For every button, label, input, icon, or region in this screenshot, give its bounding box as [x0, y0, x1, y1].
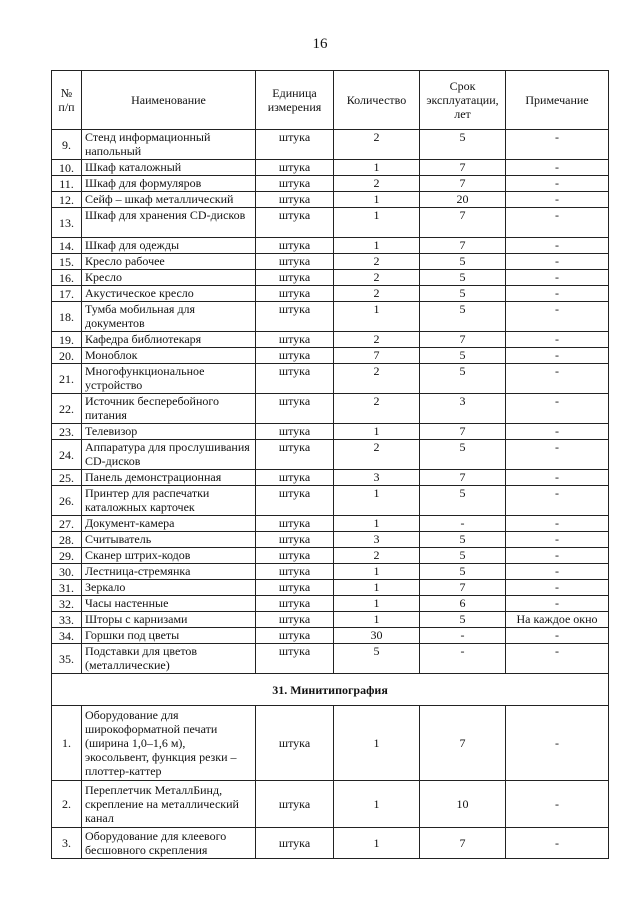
row-quantity: 2: [334, 130, 420, 160]
row-note: -: [506, 564, 609, 580]
row-term: 7: [420, 580, 506, 596]
table-row: [52, 548, 609, 564]
row-quantity: 1: [334, 486, 420, 516]
equipment-table: [51, 70, 609, 859]
row-unit: штука: [256, 348, 334, 364]
table-row: [52, 348, 609, 364]
row-name: Сейф – шкаф металлический: [82, 192, 256, 208]
row-number: 31.: [52, 580, 82, 596]
row-term: 7: [420, 160, 506, 176]
row-term: 5: [420, 270, 506, 286]
row-unit: штука: [256, 516, 334, 532]
row-note: -: [506, 160, 609, 176]
row-unit: штука: [256, 706, 334, 781]
row-term: -: [420, 628, 506, 644]
row-number: 15.: [52, 254, 82, 270]
row-term: 7: [420, 828, 506, 859]
row-quantity: 1: [334, 302, 420, 332]
row-quantity: 2: [334, 270, 420, 286]
row-quantity: 1: [334, 238, 420, 254]
row-term: 6: [420, 596, 506, 612]
row-name: Часы настенные: [82, 596, 256, 612]
row-term: 5: [420, 286, 506, 302]
table-row: [52, 516, 609, 532]
row-unit: штука: [256, 176, 334, 192]
header-term: Срок эксплуатации, лет: [420, 71, 506, 130]
row-number: 28.: [52, 532, 82, 548]
row-number: 19.: [52, 332, 82, 348]
row-name: Телевизор: [82, 424, 256, 440]
row-term: -: [420, 516, 506, 532]
row-unit: штука: [256, 828, 334, 859]
row-quantity: 2: [334, 332, 420, 348]
table-row: [52, 424, 609, 440]
row-number: 29.: [52, 548, 82, 564]
row-note: -: [506, 192, 609, 208]
row-name: Моноблок: [82, 348, 256, 364]
row-number: 33.: [52, 612, 82, 628]
row-note: -: [506, 828, 609, 859]
row-unit: штука: [256, 254, 334, 270]
table-row: [52, 470, 609, 486]
row-name: Сканер штрих-кодов: [82, 548, 256, 564]
table-row: [52, 486, 609, 516]
table-row: [52, 332, 609, 348]
row-quantity: 2: [334, 364, 420, 394]
row-quantity: 2: [334, 394, 420, 424]
row-unit: штука: [256, 612, 334, 628]
row-number: 13.: [52, 208, 82, 238]
table-row: [52, 286, 609, 302]
row-note: -: [506, 580, 609, 596]
row-term: 7: [420, 424, 506, 440]
row-name: Панель демонстрационная: [82, 470, 256, 486]
row-name: Шкаф для формуляров: [82, 176, 256, 192]
table-row: [52, 270, 609, 286]
row-quantity: 1: [334, 160, 420, 176]
header-quantity: Количество: [334, 71, 420, 130]
row-term: 7: [420, 238, 506, 254]
row-number: 24.: [52, 440, 82, 470]
section-title: 31. Минитипография: [52, 674, 609, 706]
row-name: Источник бесперебойного питания: [82, 394, 256, 424]
row-term: 5: [420, 348, 506, 364]
row-term: 7: [420, 208, 506, 238]
row-note: -: [506, 270, 609, 286]
row-note: -: [506, 394, 609, 424]
row-quantity: 1: [334, 564, 420, 580]
row-unit: штука: [256, 440, 334, 470]
row-number: 2.: [52, 781, 82, 828]
row-unit: штука: [256, 580, 334, 596]
row-name: Оборудование для клеевого бесшовного скрепления: [82, 828, 256, 859]
row-note: -: [506, 596, 609, 612]
table-row: [52, 781, 609, 828]
row-unit: штука: [256, 160, 334, 176]
table-row: [52, 628, 609, 644]
row-term: 7: [420, 706, 506, 781]
table-row: [52, 208, 609, 238]
row-unit: штука: [256, 564, 334, 580]
row-quantity: 1: [334, 596, 420, 612]
row-unit: штука: [256, 364, 334, 394]
row-term: 5: [420, 302, 506, 332]
table-row: [52, 302, 609, 332]
row-number: 34.: [52, 628, 82, 644]
row-unit: штука: [256, 628, 334, 644]
row-note: -: [506, 332, 609, 348]
row-note: -: [506, 781, 609, 828]
row-unit: штука: [256, 394, 334, 424]
row-name: Аппаратура для прослушивания CD-дисков: [82, 440, 256, 470]
row-unit: штука: [256, 644, 334, 674]
row-name: Оборудование для широкоформатной печати (ширина 1,0–1,6 м), экосольвент, функция резки – плоттер-каттер: [82, 706, 256, 781]
row-note: -: [506, 238, 609, 254]
row-name: Переплетчик МеталлБинд, скрепление на металлический канал: [82, 781, 256, 828]
header-name: Наименование: [82, 71, 256, 130]
row-note: -: [506, 130, 609, 160]
row-quantity: 1: [334, 424, 420, 440]
row-unit: штука: [256, 470, 334, 486]
row-note: -: [506, 628, 609, 644]
row-number: 23.: [52, 424, 82, 440]
table-header-row: [52, 71, 609, 130]
row-quantity: 2: [334, 254, 420, 270]
row-term: 5: [420, 130, 506, 160]
row-note: -: [506, 208, 609, 238]
row-note: -: [506, 440, 609, 470]
row-note: -: [506, 548, 609, 564]
table-row: [52, 706, 609, 781]
row-name: Горшки под цветы: [82, 628, 256, 644]
row-name: Кресло: [82, 270, 256, 286]
row-name: Кресло рабочее: [82, 254, 256, 270]
table-row: [52, 440, 609, 470]
row-quantity: 3: [334, 470, 420, 486]
header-unit: Единица измерения: [256, 71, 334, 130]
row-unit: штука: [256, 486, 334, 516]
row-unit: штука: [256, 208, 334, 238]
row-term: 7: [420, 176, 506, 192]
row-number: 26.: [52, 486, 82, 516]
row-quantity: 1: [334, 706, 420, 781]
row-unit: штука: [256, 596, 334, 612]
row-name: Стенд информационный напольный: [82, 130, 256, 160]
row-unit: штука: [256, 270, 334, 286]
row-note: -: [506, 364, 609, 394]
row-name: Кафедра библиотекаря: [82, 332, 256, 348]
table-row: [52, 160, 609, 176]
row-name: Считыватель: [82, 532, 256, 548]
row-term: 5: [420, 486, 506, 516]
row-name: Шкаф для хранения CD-дисков: [82, 208, 256, 238]
row-unit: штука: [256, 332, 334, 348]
row-number: 32.: [52, 596, 82, 612]
row-name: Многофункциональное устройство: [82, 364, 256, 394]
row-unit: штука: [256, 238, 334, 254]
table-row: [52, 238, 609, 254]
row-number: 21.: [52, 364, 82, 394]
row-term: 5: [420, 532, 506, 548]
row-term: 3: [420, 394, 506, 424]
table-row: [52, 254, 609, 270]
table-row: [52, 192, 609, 208]
row-number: 25.: [52, 470, 82, 486]
row-term: 5: [420, 564, 506, 580]
row-quantity: 1: [334, 612, 420, 628]
row-term: 5: [420, 254, 506, 270]
row-quantity: 30: [334, 628, 420, 644]
row-quantity: 1: [334, 516, 420, 532]
section-row: [52, 674, 609, 706]
row-note: -: [506, 644, 609, 674]
row-quantity: 2: [334, 286, 420, 302]
row-quantity: 2: [334, 548, 420, 564]
row-note: -: [506, 486, 609, 516]
header-note: Примечание: [506, 71, 609, 130]
row-number: 10.: [52, 160, 82, 176]
table-row: [52, 532, 609, 548]
row-quantity: 5: [334, 644, 420, 674]
row-name: Документ-камера: [82, 516, 256, 532]
row-note: -: [506, 706, 609, 781]
row-quantity: 2: [334, 440, 420, 470]
row-name: Подставки для цветов (металлические): [82, 644, 256, 674]
header-number: № п/п: [52, 71, 82, 130]
row-name: Зеркало: [82, 580, 256, 596]
row-quantity: 2: [334, 176, 420, 192]
row-number: 30.: [52, 564, 82, 580]
row-number: 18.: [52, 302, 82, 332]
row-quantity: 1: [334, 828, 420, 859]
row-name: Принтер для распечатки каталожных карточек: [82, 486, 256, 516]
row-name: Лестница-стремянка: [82, 564, 256, 580]
row-term: 7: [420, 332, 506, 348]
row-number: 22.: [52, 394, 82, 424]
row-note: -: [506, 424, 609, 440]
row-term: 5: [420, 612, 506, 628]
row-name: Шкаф для одежды: [82, 238, 256, 254]
row-unit: штука: [256, 548, 334, 564]
row-name: Шкаф каталожный: [82, 160, 256, 176]
row-unit: штука: [256, 286, 334, 302]
row-term: 7: [420, 470, 506, 486]
table-row: [52, 828, 609, 859]
row-quantity: 7: [334, 348, 420, 364]
row-number: 35.: [52, 644, 82, 674]
row-number: 20.: [52, 348, 82, 364]
row-quantity: 1: [334, 781, 420, 828]
table-row: [52, 130, 609, 160]
row-quantity: 1: [334, 192, 420, 208]
row-unit: штука: [256, 781, 334, 828]
table-row: [52, 176, 609, 192]
row-term: -: [420, 644, 506, 674]
row-number: 9.: [52, 130, 82, 160]
row-unit: штука: [256, 532, 334, 548]
row-number: 11.: [52, 176, 82, 192]
row-note: -: [506, 516, 609, 532]
row-number: 27.: [52, 516, 82, 532]
row-note: -: [506, 532, 609, 548]
row-name: Шторы с карнизами: [82, 612, 256, 628]
row-note: -: [506, 286, 609, 302]
row-number: 17.: [52, 286, 82, 302]
row-note: -: [506, 254, 609, 270]
table-row: [52, 612, 609, 628]
row-number: 16.: [52, 270, 82, 286]
row-number: 3.: [52, 828, 82, 859]
row-unit: штука: [256, 130, 334, 160]
row-number: 14.: [52, 238, 82, 254]
row-note: -: [506, 348, 609, 364]
table-row: [52, 364, 609, 394]
table-row: [52, 564, 609, 580]
table-row: [52, 596, 609, 612]
row-note: -: [506, 302, 609, 332]
table-row: [52, 580, 609, 596]
row-note: -: [506, 176, 609, 192]
row-unit: штука: [256, 192, 334, 208]
table-row: [52, 394, 609, 424]
page-number: 16: [312, 36, 328, 52]
row-quantity: 1: [334, 580, 420, 596]
row-unit: штука: [256, 302, 334, 332]
row-note: -: [506, 470, 609, 486]
row-name: Акустическое кресло: [82, 286, 256, 302]
row-number: 12.: [52, 192, 82, 208]
row-term: 5: [420, 364, 506, 394]
row-term: 5: [420, 440, 506, 470]
row-term: 5: [420, 548, 506, 564]
table-row: [52, 644, 609, 674]
row-quantity: 3: [334, 532, 420, 548]
row-name: Тумба мобильная для документов: [82, 302, 256, 332]
row-note: На каждое окно: [506, 612, 609, 628]
row-term: 20: [420, 192, 506, 208]
row-term: 10: [420, 781, 506, 828]
row-unit: штука: [256, 424, 334, 440]
row-quantity: 1: [334, 208, 420, 238]
row-number: 1.: [52, 706, 82, 781]
